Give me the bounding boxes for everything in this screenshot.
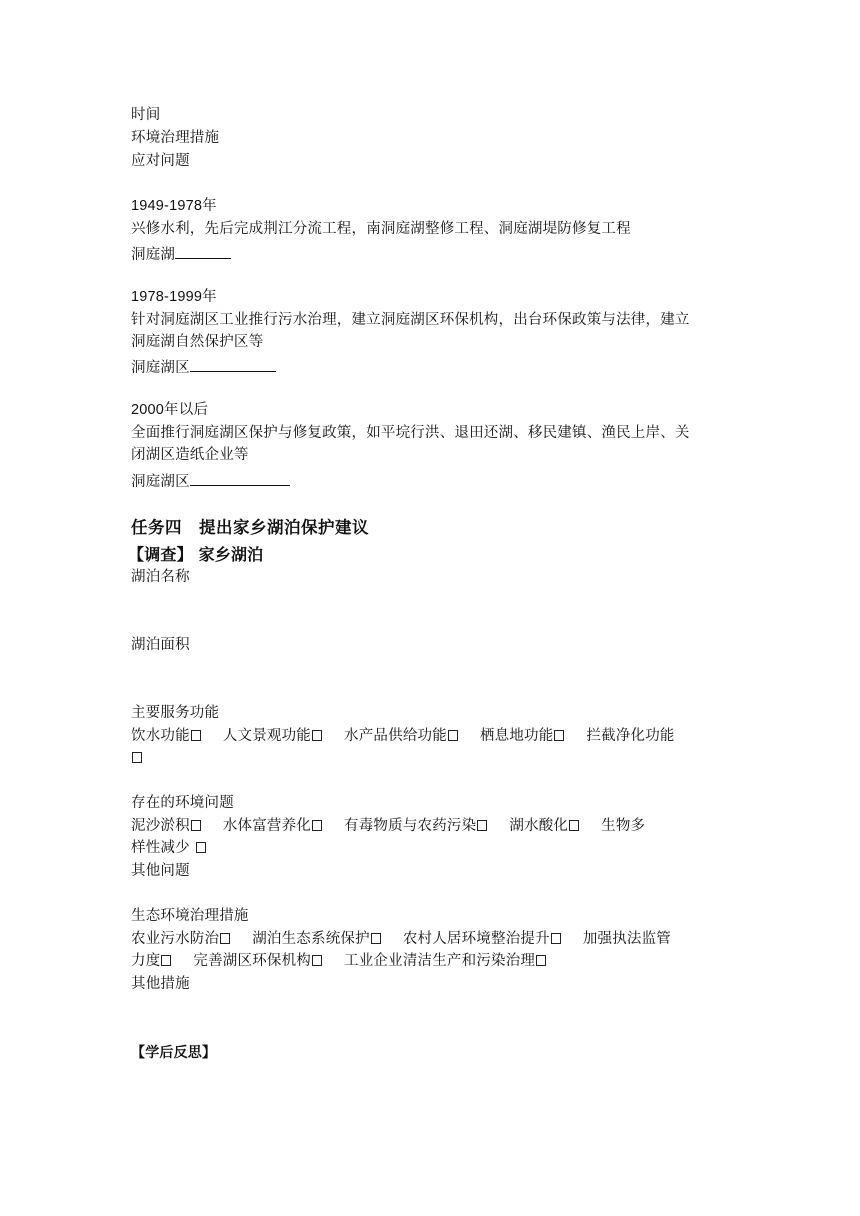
row1-answer-blank[interactable] — [175, 242, 231, 259]
option-cultural-landscape[interactable]: 人文景观功能 — [223, 726, 322, 746]
checkbox[interactable] — [477, 820, 487, 831]
survey-title: 【调查】 家乡湖泊 — [128, 545, 264, 564]
header-problem: 应对问题 — [131, 153, 190, 169]
row3-measures-cont: 闭湖区造纸企业等 — [131, 447, 249, 463]
header-measures: 环境治理措施 — [131, 130, 220, 146]
problems-options — [131, 816, 645, 836]
checkbox[interactable] — [448, 730, 458, 741]
option-ecosystem-protection[interactable]: 湖泊生态系统保护 — [252, 929, 381, 949]
option-purification[interactable]: 拦截净化功能 — [586, 728, 675, 744]
lake-name-label: 湖泊名称 — [131, 569, 190, 585]
problems-options-cont — [131, 838, 206, 858]
checkbox[interactable] — [220, 933, 230, 944]
checkbox[interactable] — [312, 820, 322, 831]
reflection-title: 【学后反思】 — [131, 1045, 217, 1061]
row1-problem-prefix: 洞庭湖 — [131, 247, 176, 263]
option-aquatic-products[interactable]: 水产品供给功能 — [344, 726, 458, 746]
row2-answer-blank[interactable] — [190, 355, 276, 372]
option-biodiversity-loss[interactable]: 生物多 — [601, 818, 646, 834]
option-law-enforcement[interactable]: 加强执法监管 — [582, 931, 672, 947]
row3-problem-prefix: 洞庭湖区 — [131, 474, 190, 490]
row2-period: 1978-1999年 — [131, 289, 217, 305]
other-measures-label: 其他措施 — [131, 976, 190, 992]
option-sedimentation[interactable]: 泥沙淤积 — [131, 816, 201, 836]
row2-problem — [131, 355, 276, 378]
option-eutrophication[interactable]: 水体富营养化 — [223, 816, 322, 836]
row1-measures: 兴修水利，先后完成荆江分流工程，南洞庭湖整修工程、洞庭湖堤防修复工程 — [131, 221, 631, 237]
checkbox[interactable] — [312, 955, 322, 966]
option-habitat[interactable]: 栖息地功能 — [480, 726, 565, 746]
checkbox[interactable] — [551, 933, 561, 944]
checkbox-biodiversity-loss[interactable] — [196, 842, 206, 853]
checkbox[interactable] — [161, 955, 171, 966]
functions-label: 主要服务功能 — [131, 705, 220, 721]
row2-measures: 针对洞庭湖区工业推行污水治理，建立洞庭湖区环保机构，出台环保政策与法律，建立 — [131, 312, 690, 328]
option-law-enforcement-cont: 力度 — [131, 953, 161, 969]
header-time: 时间 — [131, 107, 161, 123]
checkbox-purification[interactable] — [132, 752, 142, 763]
row3-measures: 全面推行洞庭湖区保护与修复政策，如平垸行洪、退田还湖、移民建镇、渔民上岸、关 — [131, 425, 690, 441]
row1-period: 1949-1978年 — [131, 198, 217, 214]
option-drinking-water[interactable]: 饮水功能 — [131, 726, 201, 746]
problems-label: 存在的环境问题 — [131, 795, 234, 811]
checkbox[interactable] — [191, 730, 201, 741]
checkbox[interactable] — [312, 730, 322, 741]
measures-options-line2 — [131, 951, 546, 971]
checkbox[interactable] — [554, 730, 564, 741]
row2-problem-prefix: 洞庭湖区 — [131, 360, 190, 376]
option-env-agency[interactable]: 完善湖区环保机构 — [193, 951, 322, 971]
option-industrial-cleanup[interactable]: 工业企业清洁生产和污染治理 — [344, 951, 546, 971]
measures-label: 生态环境治理措施 — [131, 908, 249, 924]
row2-measures-cont: 洞庭湖自然保护区等 — [131, 334, 264, 350]
task4-title: 任务四 提出家乡湖泊保护建议 — [131, 518, 369, 537]
checkbox[interactable] — [536, 955, 546, 966]
option-acidification[interactable]: 湖水酸化 — [509, 816, 579, 836]
row3-problem — [131, 469, 290, 492]
row3-answer-blank[interactable] — [190, 469, 290, 486]
functions-options-cont — [131, 748, 142, 768]
option-toxic-pollution[interactable]: 有毒物质与农药污染 — [344, 816, 487, 836]
option-rural-environment[interactable]: 农村人居环境整治提升 — [403, 929, 561, 949]
lake-area-label: 湖泊面积 — [131, 637, 190, 653]
other-problems-label: 其他问题 — [131, 863, 190, 879]
option-biodiversity-loss-cont: 样性减少 — [131, 840, 190, 856]
row1-problem — [131, 242, 231, 265]
checkbox[interactable] — [371, 933, 381, 944]
checkbox[interactable] — [191, 820, 201, 831]
functions-options — [131, 726, 675, 746]
checkbox[interactable] — [569, 820, 579, 831]
option-law-enforcement-box[interactable] — [131, 951, 171, 971]
measures-options-line1 — [131, 929, 671, 949]
option-agri-sewage[interactable]: 农业污水防治 — [131, 929, 230, 949]
row3-period: 2000年以后 — [131, 402, 209, 418]
